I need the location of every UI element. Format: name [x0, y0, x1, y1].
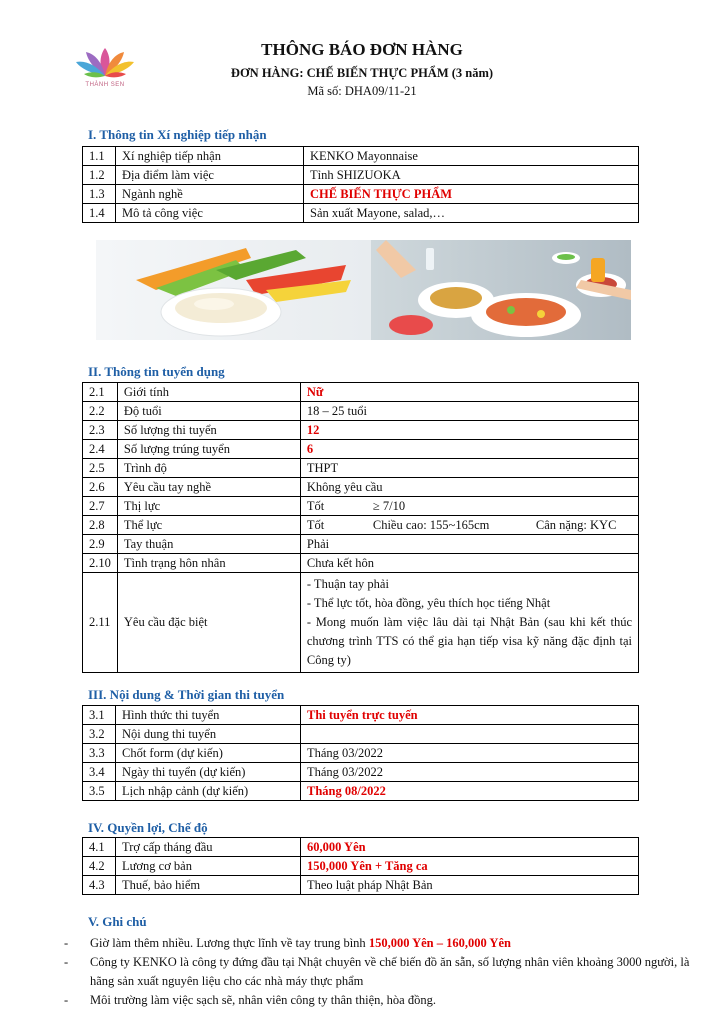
row-value: Không yêu cầu [300, 478, 638, 497]
row-number: 3.1 [83, 706, 116, 725]
row-number: 4.1 [83, 838, 116, 857]
row-number: 2.5 [83, 459, 118, 478]
row-number: 2.8 [83, 516, 118, 535]
order-subtitle: ĐƠN HÀNG: CHẾ BIẾN THỰC PHẨM (3 năm) [230, 66, 494, 80]
row-label: Tay thuận [117, 535, 300, 554]
row-number: 2.2 [83, 402, 118, 421]
row-number: 2.3 [83, 421, 118, 440]
row-label: Yêu cầu đặc biệt [117, 573, 300, 673]
table-row [83, 535, 639, 554]
page-title: THÔNG BÁO ĐƠN HÀNG [261, 40, 463, 59]
table-row [83, 857, 639, 876]
row-number: 1.1 [83, 147, 116, 166]
section-3-title: III. Nội dung & Thời gian thi tuyển [88, 687, 285, 702]
bullet-dash: - [64, 993, 69, 1007]
table-row [83, 838, 639, 857]
row-value [300, 516, 638, 535]
table-row [83, 706, 639, 725]
note-text: Giờ làm thêm nhiều. Lương thực lĩnh về tay trung bình [90, 936, 369, 950]
row-value: Theo luật pháp Nhật Bản [301, 876, 639, 895]
row-number: 2.11 [83, 573, 118, 673]
row-number: 4.3 [83, 876, 116, 895]
list-item [60, 953, 700, 991]
table-row [83, 782, 639, 801]
section-1-title: I. Thông tin Xí nghiệp tiếp nhận [88, 127, 267, 142]
list-item [60, 991, 700, 1010]
row-label: Thể lực [117, 516, 300, 535]
eyesight-threshold: ≥ 7/10 [372, 498, 406, 513]
row-label: Ngày thi tuyển (dự kiến) [116, 763, 301, 782]
row-number: 1.3 [83, 185, 116, 204]
notes-list [60, 934, 700, 1010]
table-row [83, 725, 639, 744]
table-row [83, 185, 639, 204]
height-requirement: Chiều cao: 155~165cm [372, 517, 490, 532]
table-row [83, 573, 639, 673]
section-4-title: IV. Quyền lợi, Chế độ [88, 820, 208, 835]
row-value: THPT [300, 459, 638, 478]
section-4-table [82, 837, 639, 895]
row-value [300, 497, 638, 516]
table-row [83, 478, 639, 497]
special-requirement-line: - Thể lực tốt, hòa đồng, yêu thích học tiếng Nhật [306, 596, 551, 610]
row-label: Chốt form (dự kiến) [116, 744, 301, 763]
row-label: Tình trạng hôn nhân [117, 554, 300, 573]
row-label: Yêu cầu tay nghề [117, 478, 300, 497]
row-value: 6 [300, 440, 638, 459]
row-label: Hình thức thi tuyển [116, 706, 301, 725]
table-row [83, 763, 639, 782]
row-number: 2.9 [83, 535, 118, 554]
table-row [83, 876, 639, 895]
note-text: Công ty KENKO là công ty đứng đầu tại Nhật chuyên về chế biến đồ ăn sẵn, số lượng nhân viên khoảng 3000 người, là hãng sản xuất nguyên liệu cho các nhà máy thực phẩm [90, 955, 690, 988]
table-row [83, 459, 639, 478]
row-number: 4.2 [83, 857, 116, 876]
row-value: Chưa kết hôn [300, 554, 638, 573]
logo-text: THÀNH SEN [85, 82, 125, 88]
food-photo-image [96, 240, 631, 340]
row-value: CHẾ BIẾN THỰC PHẨM [304, 185, 639, 204]
row-value: Tỉnh SHIZUOKA [304, 166, 639, 185]
row-value: Tháng 03/2022 [301, 744, 639, 763]
row-label: Giới tính [117, 383, 300, 402]
row-value: 18 – 25 tuổi [300, 402, 638, 421]
order-code: Mã số: DHA09/11-21 [307, 84, 417, 98]
table-row [83, 402, 639, 421]
row-label: Thuế, bảo hiểm [116, 876, 301, 895]
row-value: Phải [300, 535, 638, 554]
row-value: Tháng 03/2022 [301, 763, 639, 782]
row-label: Trình độ [117, 459, 300, 478]
eyesight-value: Tốt [306, 498, 325, 513]
list-item [60, 934, 700, 953]
row-number: 3.2 [83, 725, 116, 744]
section-1-table [82, 146, 639, 223]
row-label: Nội dung thi tuyển [116, 725, 301, 744]
bullet-dash: - [64, 936, 69, 950]
row-number: 2.6 [83, 478, 118, 497]
special-requirement-line: - Mong muốn làm việc lâu dài tại Nhật Bản (sau khi kết thúc chương trình TTS có thể gia hạn tiếp visa kỹ năng đặc định tại Công ty) [306, 615, 632, 667]
row-label: Thị lực [117, 497, 300, 516]
table-row [83, 204, 639, 223]
table-row [83, 516, 639, 535]
row-value: KENKO Mayonnaise [304, 147, 639, 166]
table-row [83, 554, 639, 573]
row-value: 60,000 Yên [301, 838, 639, 857]
table-row [83, 497, 639, 516]
row-number: 2.7 [83, 497, 118, 516]
row-label: Lương cơ bản [116, 857, 301, 876]
row-label: Số lượng thi tuyển [117, 421, 300, 440]
section-3-table [82, 705, 639, 801]
row-number: 2.4 [83, 440, 118, 459]
row-number: 3.4 [83, 763, 116, 782]
row-label: Độ tuổi [117, 402, 300, 421]
row-number: 1.4 [83, 204, 116, 223]
food-photo-banner [96, 240, 631, 340]
section-5-title: V. Ghi chú [88, 914, 147, 929]
row-label: Trợ cấp tháng đầu [116, 838, 301, 857]
row-value: Nữ [300, 383, 638, 402]
row-value: Sản xuất Mayone, salad,… [304, 204, 639, 223]
table-row [83, 421, 639, 440]
row-label: Xí nghiệp tiếp nhận [116, 147, 304, 166]
note-text: Môi trường làm việc sạch sẽ, nhân viên công ty thân thiện, hòa đồng. [90, 993, 436, 1007]
table-row [83, 744, 639, 763]
row-label: Địa điểm làm việc [116, 166, 304, 185]
table-row [83, 147, 639, 166]
row-label: Mô tả công việc [116, 204, 304, 223]
row-value: Thi tuyển trực tuyến [301, 706, 639, 725]
row-value: Tháng 08/2022 [301, 782, 639, 801]
row-number: 2.10 [83, 554, 118, 573]
row-label: Số lượng trúng tuyển [117, 440, 300, 459]
bullet-dash: - [64, 955, 69, 969]
salary-range-highlight: 150,000 Yên – 160,000 Yên [368, 936, 511, 950]
row-number: 1.2 [83, 166, 116, 185]
special-requirement-line: - Thuận tay phải [306, 577, 389, 591]
fitness-value: Tốt [306, 517, 325, 532]
table-row [83, 383, 639, 402]
row-label: Ngành nghề [116, 185, 304, 204]
row-value [300, 573, 638, 673]
section-2-table [82, 382, 639, 673]
row-value: 150,000 Yên + Tăng ca [301, 857, 639, 876]
row-number: 2.1 [83, 383, 118, 402]
row-label: Lịch nhập cảnh (dự kiến) [116, 782, 301, 801]
row-number: 3.3 [83, 744, 116, 763]
weight-requirement: Cân nặng: KYC [535, 517, 617, 532]
row-value [301, 725, 639, 744]
table-row [83, 166, 639, 185]
section-2-title: II. Thông tin tuyển dụng [88, 364, 225, 379]
table-row [83, 440, 639, 459]
row-number: 3.5 [83, 782, 116, 801]
row-value: 12 [300, 421, 638, 440]
